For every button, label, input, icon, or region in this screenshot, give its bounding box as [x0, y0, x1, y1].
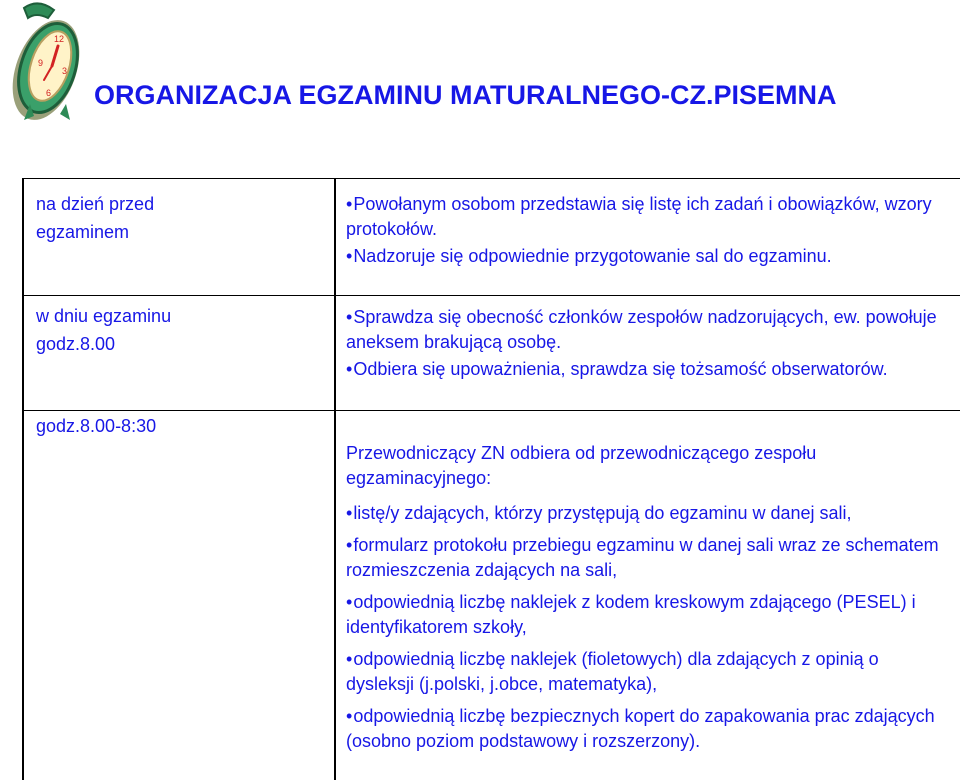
row-1-label: [36, 190, 326, 246]
list-item: • formularz protokołu przebiegu egzaminu w danej sali wraz ze schematem rozmieszczenia zdających na sali,: [346, 533, 951, 583]
row-1-content: [346, 192, 951, 269]
column-divider: [334, 178, 336, 780]
row-3-intro: Przewodniczący ZN odbiera od przewodniczącego zespołu egzaminacyjnego:: [346, 443, 817, 488]
svg-text:6: 6: [46, 88, 52, 98]
list-item: • odpowiednią liczbę naklejek z kodem kreskowym zdającego (PESEL) i identyfikatorem szkoły,: [346, 590, 951, 640]
alarm-clock-icon: [2, 0, 98, 138]
svg-text:9: 9: [38, 58, 44, 68]
list-item: • Odbiera się upoważnienia, sprawdza się tożsamość obserwatorów.: [346, 357, 951, 382]
table-top-border: [22, 178, 960, 179]
row-3-label: [36, 412, 326, 440]
svg-text:12: 12: [54, 34, 65, 44]
row-2-content: [346, 305, 951, 382]
list-item: • Nadzoruje się odpowiednie przygotowanie sal do egzaminu.: [346, 244, 951, 269]
label-line: godz.8.00-8:30: [36, 416, 157, 436]
table-left-border: [22, 178, 24, 780]
row-divider: [22, 295, 960, 296]
list-item: • Powołanym osobom przedstawia się listę ich zadań i obowiązków, wzory protokołów.: [346, 192, 951, 242]
list-item: • odpowiednią liczbę naklejek (fioletowych) dla zdających z opinią o dysleksji (j.polski, j.obce, matematyka),: [346, 647, 951, 697]
label-line: godz.8.00: [36, 334, 116, 354]
label-line: egzaminem: [36, 222, 130, 242]
label-line: w dniu egzaminu: [36, 306, 172, 326]
row-divider: [22, 410, 960, 411]
svg-text:3: 3: [62, 66, 68, 76]
row-2-label: [36, 302, 326, 358]
list-item: • Sprawdza się obecność członków zespołów nadzorujących, ew. powołuje aneksem brakującą osobę.: [346, 305, 951, 355]
list-item: • listę/y zdających, którzy przystępują do egzaminu w danej sali,: [346, 501, 951, 526]
list-item: • odpowiednią liczbę bezpiecznych kopert do zapakowania prac zdających (osobno poziom podstawowy i rozszerzony).: [346, 704, 951, 754]
label-line: na dzień przed: [36, 194, 155, 214]
schedule-table: [22, 178, 960, 780]
page-title: ORGANIZACJA EGZAMINU MATURALNEGO-CZ.PISEMNA: [94, 80, 837, 110]
row-3-content: [346, 441, 951, 754]
